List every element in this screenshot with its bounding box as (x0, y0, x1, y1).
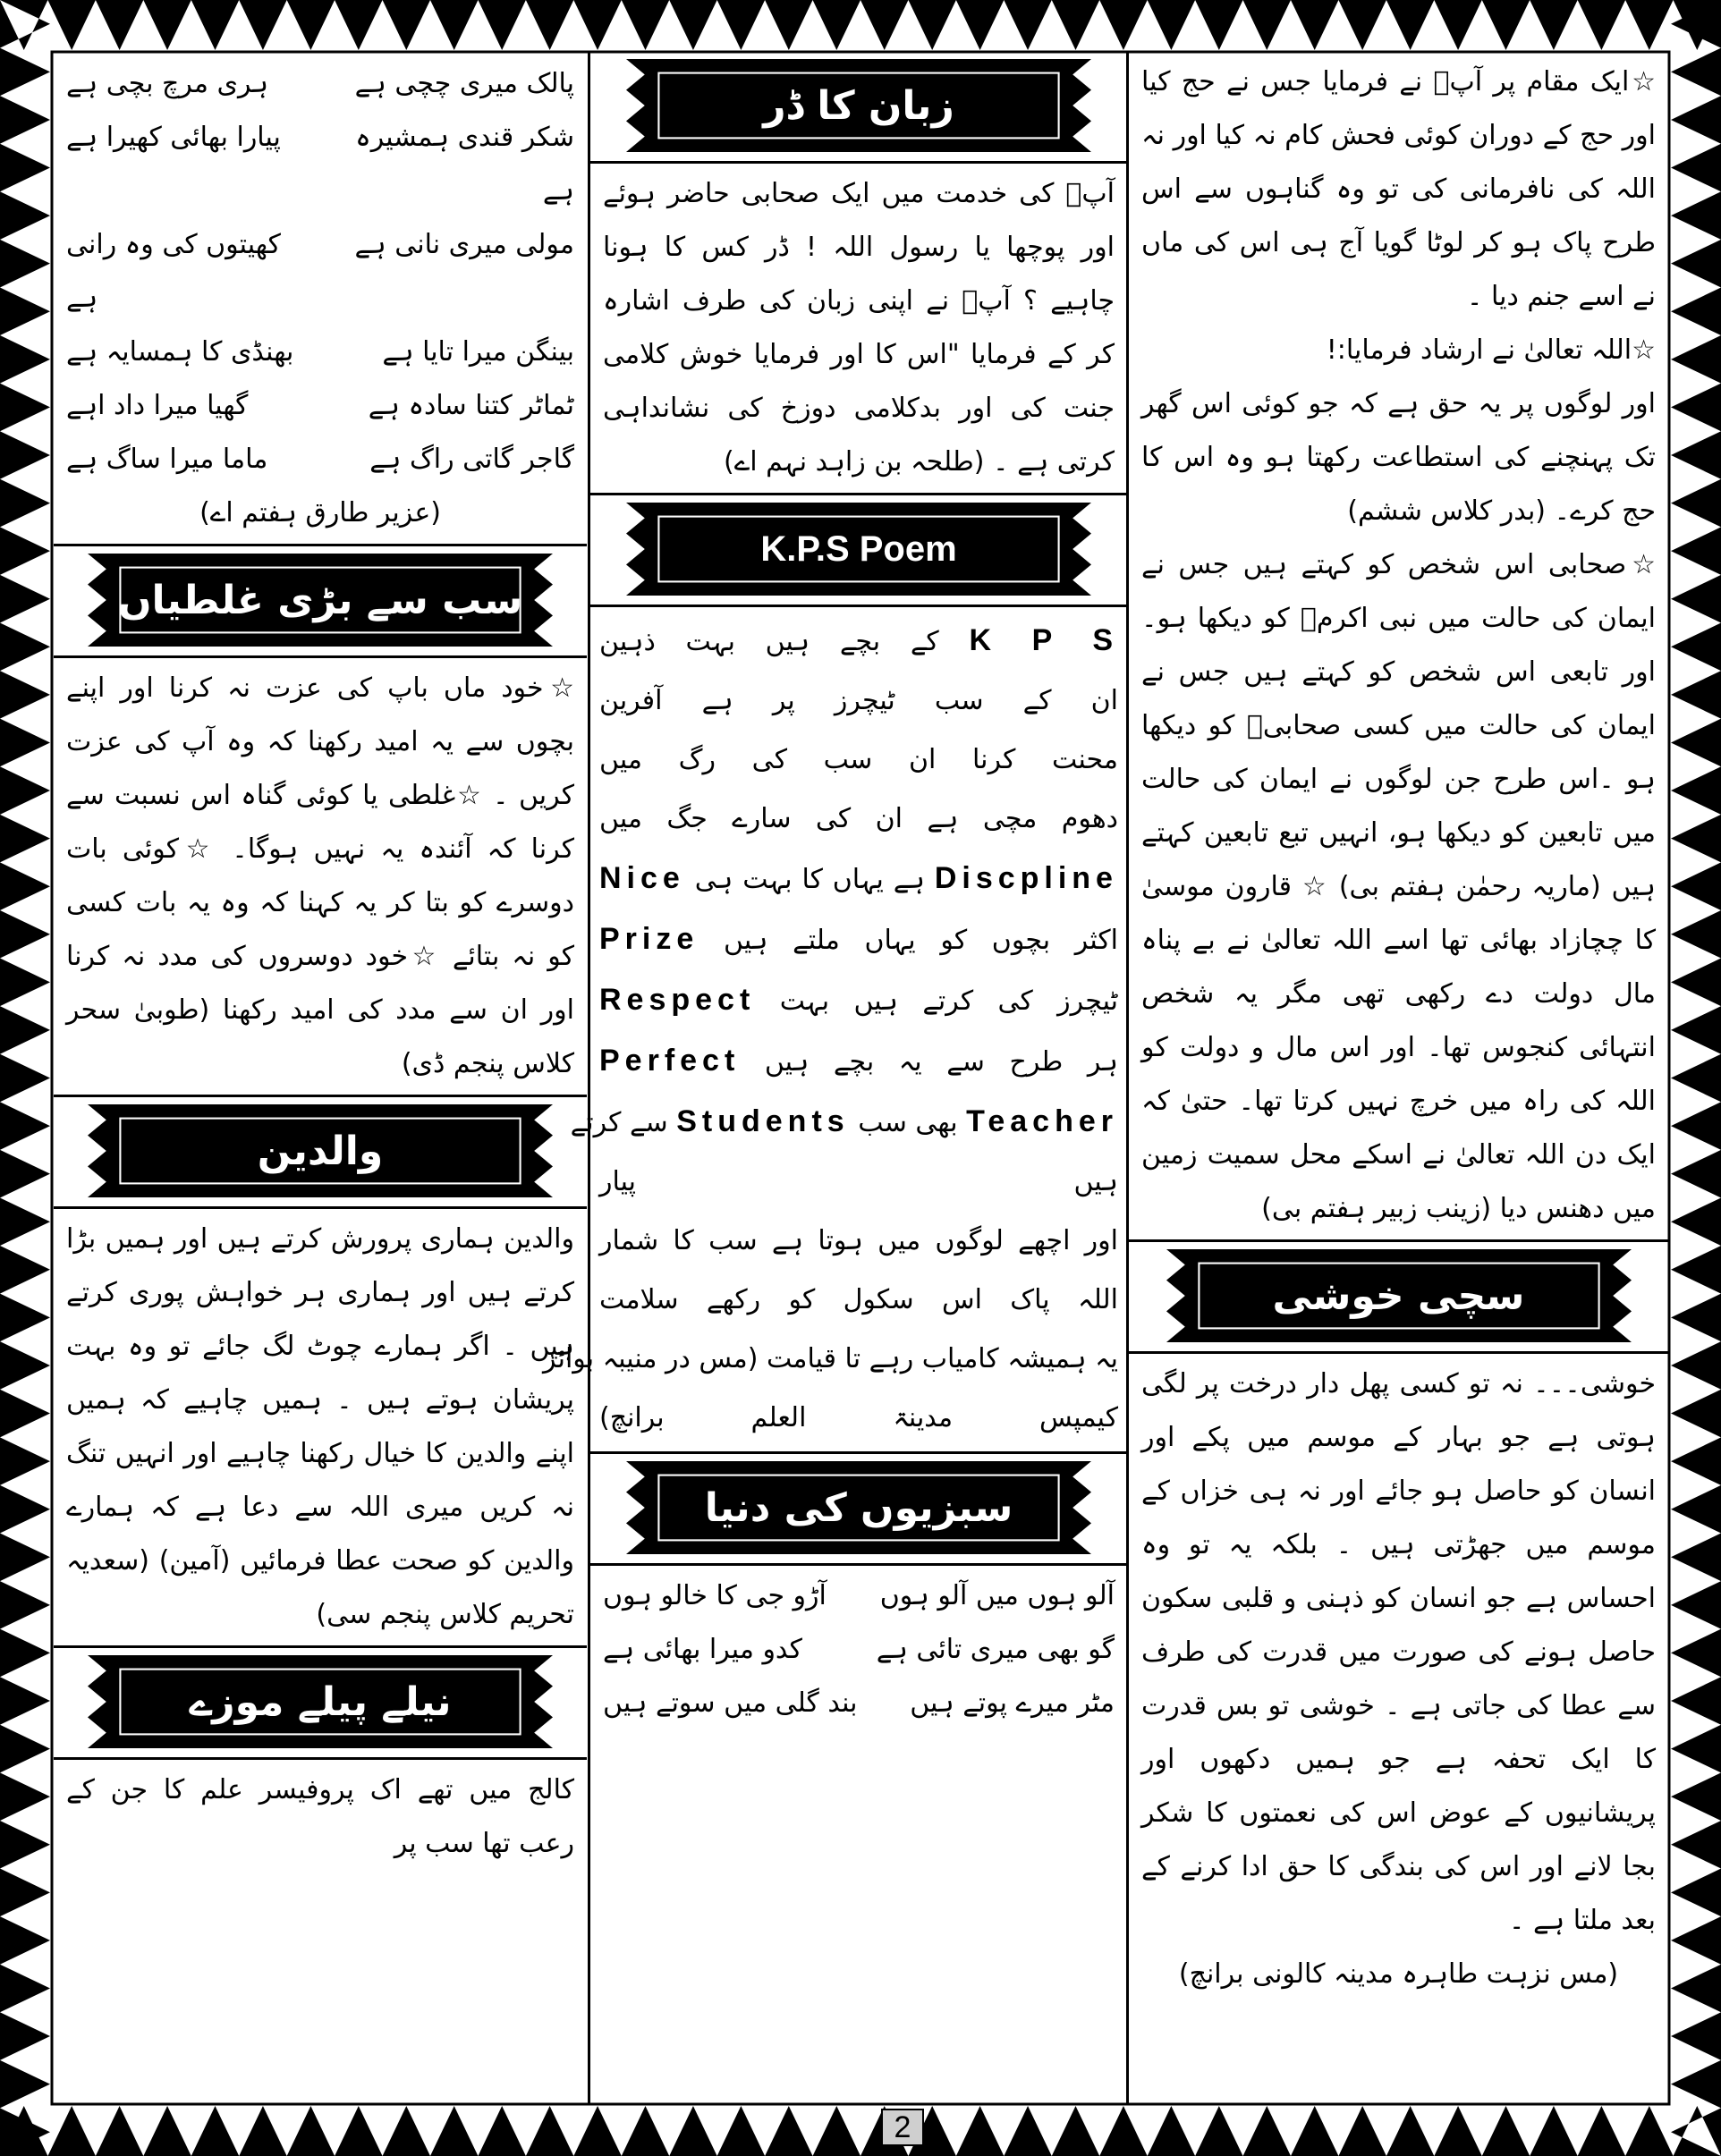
kps-poem-line (599, 849, 1118, 909)
kps-poem-line (599, 672, 1118, 731)
poem-verse: ہری مرچ بچی ہے (66, 68, 269, 99)
ghaltiyan-text: ☆خود ماں باپ کی عزت نہ کرنا اور اپنے بچوں سے یہ امید رکھنا کہ وہ آپ کی عزت کریں ۔ ☆غلطی یا کوئی گناہ اس نسبت سے کرنا کہ آئندہ یہ نہیں ہوگا۔ ☆کوئی بات دوسرے کو بتا کر یہ کہنا کہ وہ یہ بات کسی کو نہ بتائے ☆خود دوسروں کی مدد نہ کرنا اور ان سے مدد کی امید رکھنا (طوبیٰ سحر کلاس پنجم ڈی) (66, 672, 574, 1079)
poem-verse: کھیتوں کی وہ رانی ہے (66, 229, 281, 314)
section-divider (590, 1451, 1127, 1454)
section-title: والدین (257, 1128, 384, 1174)
urdu-text: ٹیچرز کی کرتے ہیں بہت (779, 985, 1118, 1017)
kps-poem-line (599, 731, 1118, 790)
section-divider (54, 1095, 587, 1097)
author-credit: (عزیر طارق ہفتم اے) (199, 497, 441, 528)
banner-kps-poem (626, 503, 1091, 596)
banner-sachi-khushi (1166, 1249, 1632, 1342)
urdu-text: اکثر بچوں کو یہاں ملتے ہیں (723, 925, 1118, 956)
urdu-text: اور اچھے لوگوں میں ہوتا ہے سب کا شمار (599, 1225, 1118, 1256)
english-word: Discpline (934, 861, 1118, 895)
poem-verse: آڑو جی کا خالو ہوں (603, 1580, 827, 1611)
section-divider (1129, 1351, 1668, 1354)
quran-quote-intro: ☆اللہ تعالیٰ نے ارشاد فرمایا:! (1326, 334, 1656, 366)
right-column (1129, 52, 1668, 2104)
section-divider (54, 1645, 587, 1648)
banner-sabziyon-ki-dunya (626, 1461, 1091, 1554)
poem-verse: شکر قندی ہمشیرہ ہے (355, 122, 574, 207)
waldain-text: والدین ہماری پرورش کرتے ہیں اور ہمیں بڑا کرتے ہیں اور ہماری ہر خواہش پوری کرتے ہیں ۔ اگر ہمارے چوٹ لگ جائے تو وہ بہت پریشان ہوتے ہیں ۔ ہمیں چاہیے کہ ہمیں اپنے والدین کا خیال رکھنا چاہیے اور انہیں تنگ نہ کریں میری اللہ سے دعا ہے کہ ہمارے والدین کو صحت عطا فرمائیں (آمین) (سعدیہ تحریم کلاس پنجم سی) (66, 1223, 574, 1630)
english-word: Teacher (966, 1104, 1118, 1138)
kps-poem-line (599, 1031, 1118, 1092)
poem-verse: آلو ہوں میں آلو ہوں (879, 1580, 1115, 1611)
kps-poem-line (599, 1271, 1118, 1330)
english-word: Respect (599, 983, 756, 1017)
urdu-text: کیمپس مدینۃ العلم برانچ) (599, 1402, 1118, 1433)
poem-verse: بینگن میرا تایا ہے (382, 336, 574, 368)
kps-poem-line (570, 1092, 1118, 1153)
poem-row (603, 1677, 1115, 1730)
section-divider (54, 544, 587, 546)
section-divider (590, 605, 1127, 607)
banner-waldain (88, 1104, 553, 1197)
section-title: سب سے بڑی غلطیاں (118, 577, 522, 623)
poem-verse: ماما میرا ساگ ہے (66, 444, 268, 475)
urdu-text: ان کے سب ٹیچرز پر ہے آفرین (599, 685, 1118, 716)
banner-neele-peele-moze (88, 1655, 553, 1748)
poem-row (66, 111, 574, 218)
section-title: سبزیوں کی دنیا (704, 1484, 1013, 1531)
english-word: Perfect (599, 1044, 741, 1078)
hajj-paragraph: ☆ایک مقام پر آپؐ نے فرمایا جس نے حج کیا اور حج کے دوران کوئی فحش کام نہ کیا اور نہ اللہ کی نافرمانی کی تو وہ گناہوں سے اس طرح پاک ہو کر لوٹا گویا آج ہی اس کی ماں نے اسے جنم دیا ۔ (1141, 66, 1656, 312)
section-title: نیلے پیلے موزے (189, 1678, 452, 1725)
kps-poem-line (599, 970, 1118, 1031)
hajj-obligation-paragraph: اور لوگوں پر یہ حق ہے کہ جو کوئی اس گھر تک پہنچنے کی استطاعت رکھتا ہو وہ اس کا حج کرے۔ (بدر کلاس ششم) (1141, 388, 1656, 527)
right-column-articles (1129, 52, 1668, 1236)
poem-verse: پالک میری چچی ہے (354, 68, 574, 99)
kps-poem-line (599, 909, 1118, 970)
kps-poem-line (599, 790, 1118, 849)
poem-row (66, 218, 574, 326)
neele-peele-moze-text: کالج میں تھے اک پروفیسر علم کا جن کے رعب تھا سب پر (66, 1774, 574, 1859)
poem-row (66, 379, 574, 433)
english-word: Prize (599, 922, 699, 956)
left-column (54, 52, 587, 2104)
poem-verse: بھنڈی کا ہمسایہ ہے (66, 336, 294, 368)
middle-column (543, 52, 1127, 2104)
section-title: زبان کا ڈر (763, 82, 954, 129)
kps-poem-line (599, 1153, 1118, 1212)
kps-poem-line (599, 611, 1118, 672)
urdu-text: ہیں پیار (599, 1166, 1118, 1197)
poem-row (66, 326, 574, 379)
sachi-khushi-text (1129, 1357, 1668, 2001)
poem-verse: مولی میری نانی ہے (354, 229, 574, 260)
poem-verse: ٹماٹر کتنا سادہ ہے (368, 390, 574, 421)
urdu-text: ہے یہاں کا بہت ہی (694, 864, 925, 895)
section-divider (590, 1563, 1127, 1566)
urdu-text: دھوم مچی ہے ان کی سارے جگ میں (599, 803, 1118, 834)
poem-verse: گاجر گاتی راگ ہے (369, 444, 574, 475)
kps-poem-line (543, 1330, 1118, 1389)
urdu-text: کے بچے ہیں بہت ذہین (599, 626, 939, 657)
sachi-khushi-body: خوشی۔۔۔ نہ تو کسی پھل دار درخت پر لگی ہوتی ہے جو بہار کے موسم میں پکے اور انسان کو حاصل ہو جائے اور نہ ہی خزاں کے موسم میں جھڑتی ہیں ۔ بلکہ یہ تو وہ احساس ہے جو انسان کو ذہنی و قلبی سکون حاصل ہونے کی صورت میں قدرت کی طرف سے عطا کی جاتی ہے ۔ خوشی تو بس قدرت کا ایک تحفہ ہے جو ہمیں دکھوں اور پریشانیوں کے عوض اس کی نعمتوں کا شکر بجا لانے اور اس کی بندگی کا حق ادا کرنے کے بعد ملتا ہے ۔ (1141, 1368, 1656, 1936)
section-divider (54, 1206, 587, 1209)
urdu-text: محنت کرنا ان سب کی رگ میں (599, 744, 1118, 775)
poem-verse: گھیا میرا داد اہے (66, 390, 249, 421)
urdu-text: ہر طرح سے یہ بچے ہیں (764, 1046, 1118, 1078)
section-title: K.P.S Poem (760, 528, 957, 569)
urdu-text: یہ ہمیشہ کامیاب رہے تا قیامت (مس در منیبہ بوائز (543, 1343, 1118, 1374)
urdu-text: سے کرتے (570, 1107, 668, 1138)
vegetable-family-poem (54, 52, 587, 486)
kps-poem-line (599, 1389, 1118, 1448)
poem-verse: گو بھی میری تائی ہے (876, 1634, 1115, 1665)
urdu-text: بھی سب (858, 1107, 958, 1138)
poem-verse: پیارا بھائی کھیرا ہے (66, 122, 281, 153)
section-divider (590, 493, 1127, 495)
kps-poem-lines (543, 611, 1127, 1448)
sabziyon-poem (590, 1569, 1127, 1730)
zaban-ka-dar-text: آپؐ کی خدمت میں ایک صحابی حاضر ہوئے اور پوچھا یا رسول اللہ ! ڈر کس کا ہونا چاہیے ؟ آپؐ نے اپنی زبان کی طرف اشارہ کر کے فرمایا "اس کا اور فرمایا خوش کلامی جنت کی اور بدکلامی دوزخ کی نشانداہی کرتی ہے ۔ (طلحہ بن زاہد نہم اے) (603, 178, 1115, 478)
page-number: 2 (881, 2109, 924, 2146)
section-title: سچی خوشی (1272, 1272, 1525, 1319)
poem-verse: بند گلی میں سوتے ہیں (603, 1687, 858, 1719)
poem-row (66, 433, 574, 486)
author-credit: (مس نزہت طاہرہ مدینہ کالونی برانچ) (1178, 1958, 1619, 1990)
english-word: Students (676, 1104, 850, 1138)
poem-verse: کدو میرا بھائی ہے (603, 1634, 802, 1665)
poem-row (603, 1623, 1115, 1677)
section-divider (54, 655, 587, 658)
urdu-text: اللہ پاک اس سکول کو رکھے سلامت (599, 1284, 1118, 1315)
poem-verse: مٹر میرے پوتے ہیں (910, 1687, 1115, 1719)
banner-zaban-ka-dar (626, 59, 1091, 152)
sahabi-tabai-paragraph: ☆صحابی اس شخص کو کہتے ہیں جس نے ایمان کی حالت میں نبی اکرمؐ کو دیکھا ہو۔ اور تابعی اس شخص کو کہتے ہیں جس نے ایمان کی حالت میں کسی صحابیؓ کو دیکھا ہو ۔اس طرح جن لوگوں نے ایمان کی حالت میں تابعین کو دیکھا ہو، انہیں تبع تابعین کہتے ہیں (ماریہ رحمٰن ہفتم بی) ☆ قارون موسیٰ کا چچازاد بھائی تھا اسے اللہ تعالیٰ نے بے پناہ مال دولت دے رکھی تھی مگر یہ شخص انتہائی کنجوس تھا۔ اور اس مال و دولت کو اللہ کی راہ میں خرچ نہیں کرتا تھا۔ حتیٰ کہ ایک دن اللہ تعالیٰ نے اسکے محل سمیت زمین میں دھنس دیا (زینب زبیر ہفتم بی) (1141, 549, 1656, 1224)
english-word: Nice (599, 861, 685, 895)
poem-row (603, 1569, 1115, 1623)
english-word: K P S (969, 623, 1119, 657)
banner-sab-se-bari-ghaltiyan (88, 554, 553, 647)
kps-poem-line (599, 1212, 1118, 1271)
poem-row (66, 57, 574, 111)
section-divider (1129, 1239, 1668, 1242)
section-divider (590, 161, 1127, 164)
section-divider (54, 1757, 587, 1760)
